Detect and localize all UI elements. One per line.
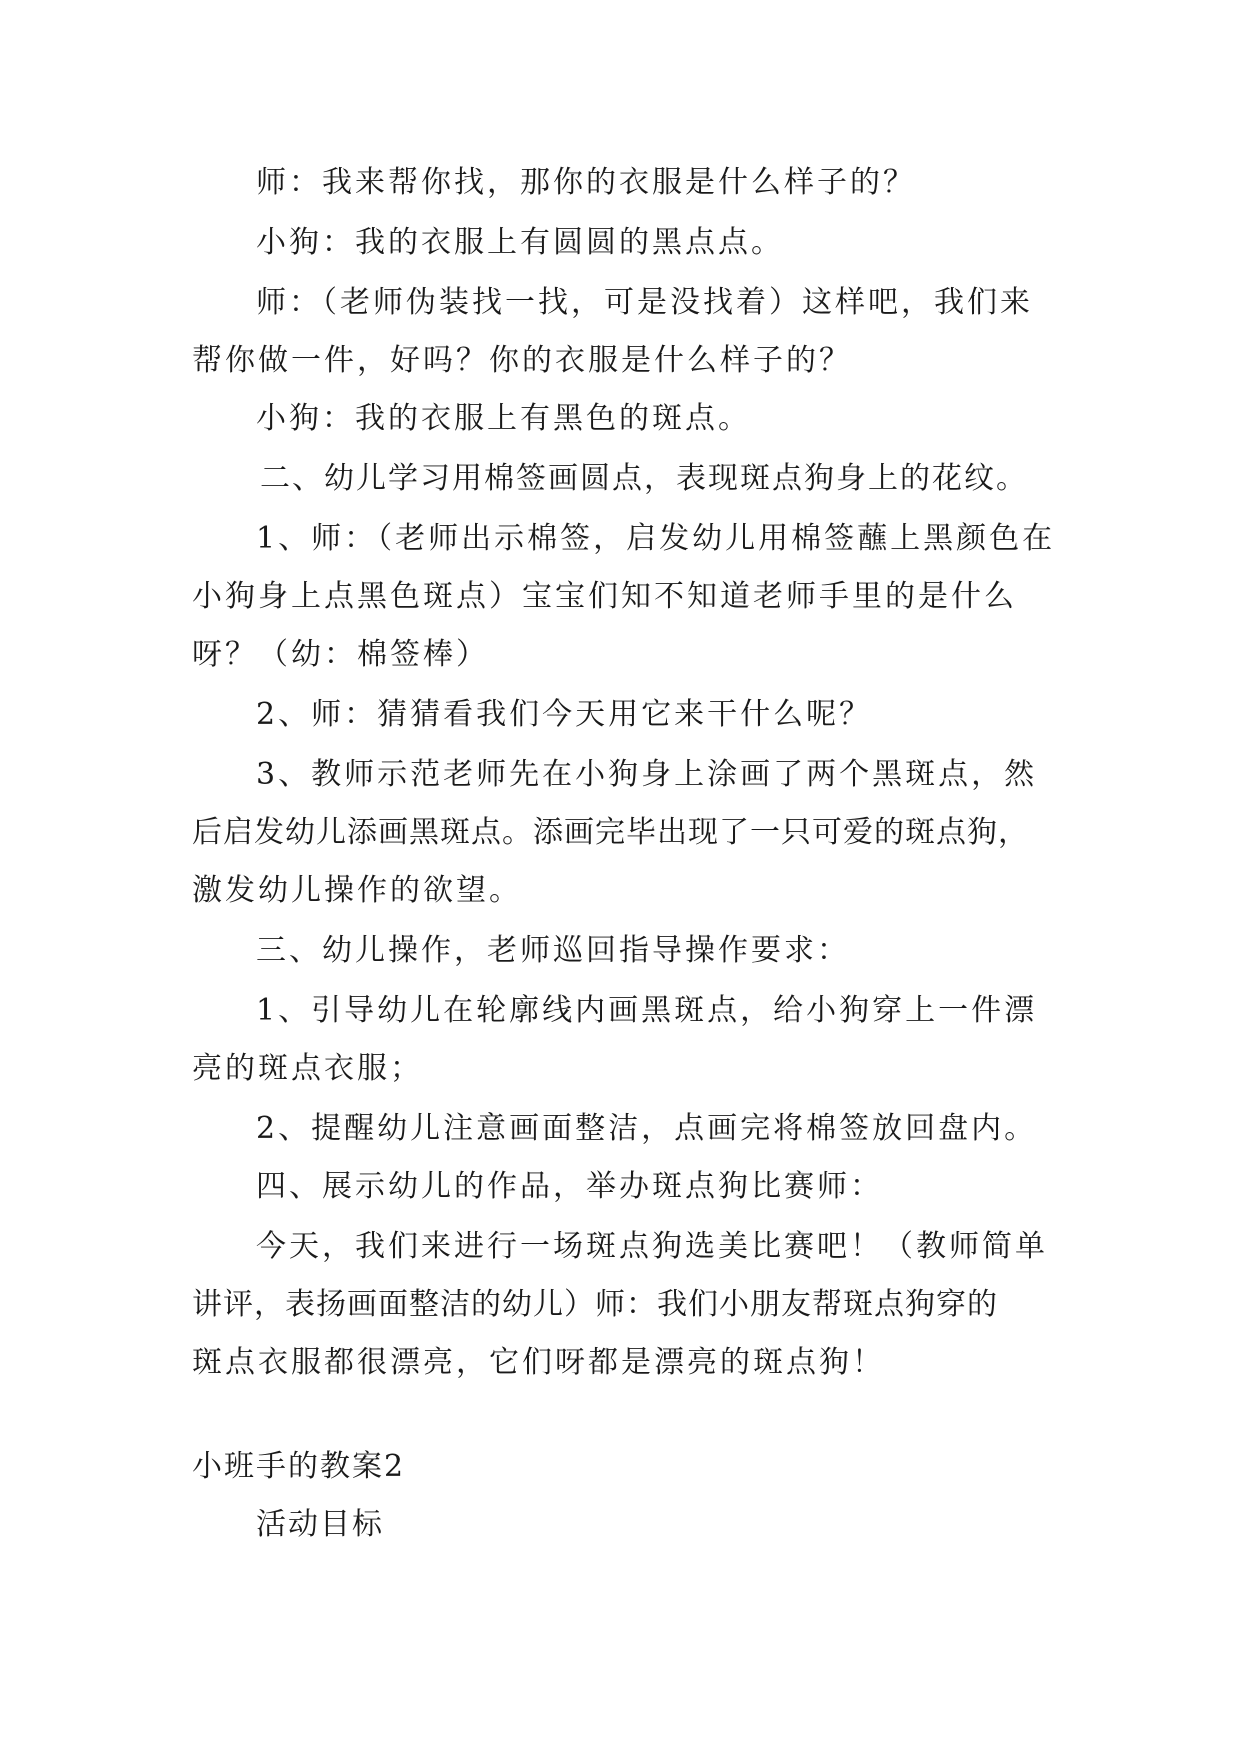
paragraph-line: 师：（老师伪装找一找，可是没找着）这样吧，我们来: [256, 285, 1033, 320]
paragraph-line: 师：我来帮你找，那你的衣服是什么样子的？: [256, 165, 916, 200]
paragraph-line: 后启发幼儿添画黑斑点。添画完毕出现了一只可爱的斑点狗，: [192, 815, 1029, 850]
paragraph-line: 2、师：猜猜看我们今天用它来干什么呢？: [256, 697, 873, 732]
paragraph-line: 斑点衣服都很漂亮，它们呀都是漂亮的斑点狗！: [192, 1345, 885, 1380]
paragraph-line: 帮你做一件，好吗？你的衣服是什么样子的？: [192, 343, 852, 378]
subheading: 活动目标: [256, 1507, 384, 1542]
paragraph-line: 小狗：我的衣服上有黑色的斑点。: [256, 401, 751, 436]
paragraph-line: 3、教师示范老师先在小狗身上涂画了两个黑斑点，然: [256, 757, 1038, 792]
section-title: 小班手的教案2: [192, 1449, 406, 1484]
paragraph-line: 1、师：（老师出示棉签，启发幼儿用棉签蘸上黑颜色在: [256, 521, 1056, 556]
paragraph-line: 2、提醒幼儿注意画面整洁，点画完将棉签放回盘内。: [256, 1111, 1038, 1146]
section-heading: 四、展示幼儿的作品，举办斑点狗比赛师：: [256, 1169, 883, 1204]
paragraph-line: 讲评，表扬画面整洁的幼儿）师：我们小朋友帮斑点狗穿的: [192, 1287, 998, 1322]
paragraph-line: 今天，我们来进行一场斑点狗选美比赛吧！（教师简单: [256, 1229, 1048, 1264]
paragraph-line: 小狗：我的衣服上有圆圆的黑点点。: [256, 225, 784, 260]
paragraph-line: 激发幼儿操作的欲望。: [192, 873, 522, 908]
paragraph-line: 1、引导幼儿在轮廓线内画黑斑点，给小狗穿上一件漂: [256, 993, 1038, 1028]
section-heading: 二、幼儿学习用棉签画圆点，表现斑点狗身上的花纹。: [260, 461, 1028, 496]
section-heading: 三、幼儿操作，老师巡回指导操作要求：: [256, 933, 850, 968]
paragraph-line: 呀？（幼：棉签棒）: [192, 637, 489, 672]
paragraph-line: 亮的斑点衣服；: [192, 1051, 423, 1086]
paragraph-line: 小狗身上点黑色斑点）宝宝们知不知道老师手里的是什么: [192, 579, 1017, 614]
